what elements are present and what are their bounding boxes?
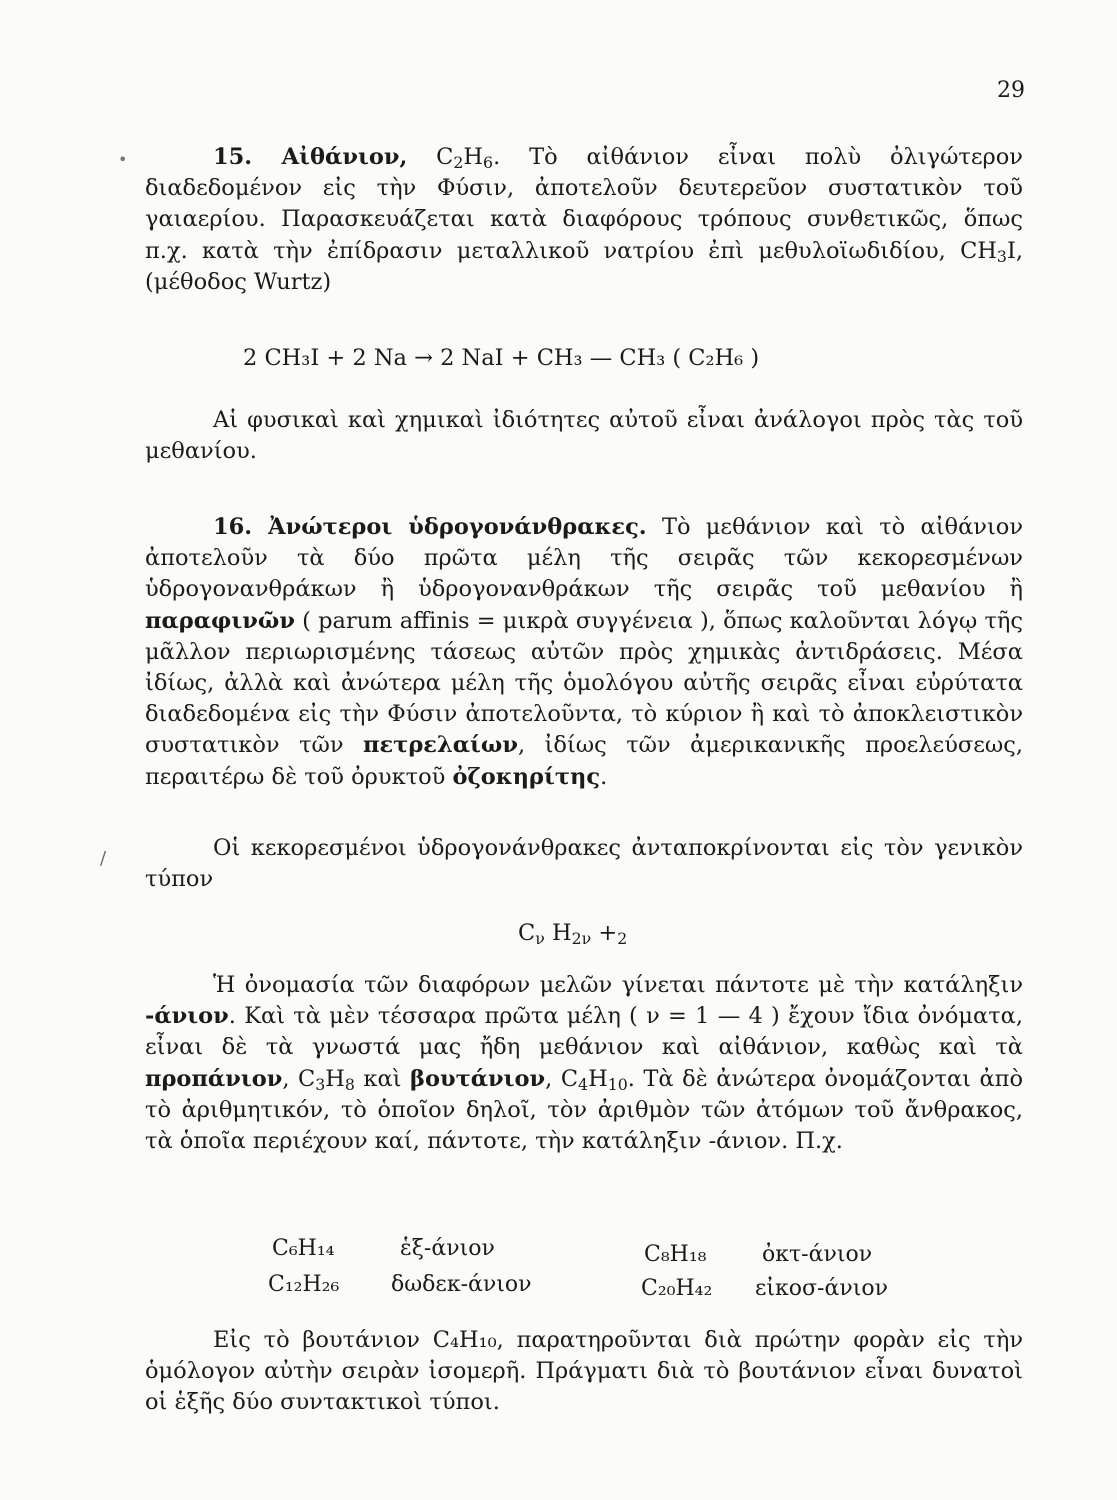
example-formula: C₈H₁₈ (644, 1242, 707, 1267)
example-name: ἑξ-άνιον (400, 1236, 495, 1261)
wurtz-equation: 2 CH₃I + 2 Na → 2 NaI + CH₃ — CH₃ ( C₂H₆ ) (243, 345, 760, 371)
term-petroleum: πετρελαίων (363, 732, 518, 759)
section-16-paragraph-3: Ἡ ὀνομασία τῶν διαφόρων μελῶν γίνεται πάντοτε μὲ τὴν κατάληξιν -άνιον. Καὶ τὰ μὲν τέσσαρα πρῶτα μέλη ( ν = 1 — 4 ) ἔχουν ἴδια ὀνόματα, εἶναι δὲ τὰ γνωστά μας ἤδη μεθάνιον καὶ αἰθάνιον, καθὼς καὶ τὰ προπάνιον, $C_3H_8$ καὶ βουτάνιον, $C_4H_{10}$. Τὰ δὲ ἀνώτερα ὀνομάζονται ἀπὸ τὸ ἀριθμητικόν, τὸ ὁποῖον δηλοῖ, τὸν ἀριθμὸν τῶν ἀτόμων τοῦ ἄνθρακος, τὰ ὁποῖα περιέχουν καί, πάντοτε, τὴν κατάληξιν -άνιον. Π.χ. (145, 972, 1023, 1155)
term-paraffins: παραφινῶν (145, 607, 295, 634)
example-formula: C₆H₁₄ (272, 1236, 335, 1261)
term-propane: προπάνιον (145, 1065, 283, 1092)
margin-tick: / (100, 848, 107, 869)
section-16-paragraph-4: Εἰς τὸ βουτάνιον C₄H₁₀, παρατηροῦνται διὰ πρώτην φορὰν εἰς τὴν ὁμόλογον αὐτὴν σειρὰν ἰσομερῆ. Πράγματι διὰ τὸ βουτάνιον εἶναι δυνατοὶ οἱ ἑξῆς δύο συντακτικοὶ τύποι. (145, 1327, 1023, 1416)
butane-formula: $C_4H_{10}$. (560, 1065, 635, 1094)
term-suffix: -άνιον (145, 1003, 229, 1030)
methyl-iodide-formula: $CH_3I$, (960, 237, 1023, 266)
section-15-intro: 15. Αἰθάνιον, $C_2H_6$. Τὸ αἰθάνιον εἶναι πολὺ ὀλιγώτερον διαδεδομένον εἰς τὴν Φύσιν, ἀποτελοῦν δευτερεῦον συστατικὸν τοῦ γαιαερίου. Παρασκευάζεται κατὰ διαφόρους τρόπους συνθετικῶς, ὅπως π.χ. κατὰ τὴν ἐπίδρασιν μεταλλικοῦ νατρίου ἐπὶ μεθυλοϊωδιδίου, $CH_3I$, (μέθοδος Wurtz) (145, 144, 1023, 295)
example-name: εἰκοσ-άνιον (755, 1276, 888, 1301)
example-name: ὀκτ-άνιον (762, 1242, 873, 1267)
section-16-paragraph-2: Οἱ κεκορεσμένοι ὑδρογονάνθρακες ἀνταποκρίνονται εἰς τὸν γενικὸν τύπον (145, 835, 1023, 893)
example-formula: C₁₂H₂₆ (268, 1272, 340, 1297)
section-16-heading: 16. Ἀνώτεροι ὑδρογονάνθρακες. (213, 514, 647, 540)
section-15-properties: Αἱ φυσικαὶ καὶ χημικαὶ ἰδιότητες αὐτοῦ εἶναι ἀνάλογοι πρὸς τὰς τοῦ μεθανίου. (145, 407, 1023, 465)
section-15-heading: 15. Αἰθάνιον, (213, 144, 408, 170)
propane-formula: $C_3H_8$ (298, 1065, 355, 1094)
term-ozokerite: ὀζοκηρίτης (452, 763, 601, 790)
example-name: δωδεκ-άνιον (391, 1272, 532, 1297)
margin-bullet: • (118, 150, 128, 169)
section-16-paragraph-1: 16. Ἀνώτεροι ὑδρογονάνθρακες. Τὸ μεθάνιον καὶ τὸ αἰθάνιον ἀποτελοῦν τὰ δύο πρῶτα μέλη τῆς σειρᾶς τῶν κεκορεσμένων ὑδρογονανθράκων ἢ ὑδρογονανθράκων τῆς σειρᾶς τοῦ μεθανίου ἢ παραφινῶν ( parum affinis = μικρὰ συγγένεια ), ὅπως καλοῦνται λόγῳ τῆς μᾶλλον περιωρισμένης τάσεως αὐτῶν πρὸς χημικὰς ἀντιδράσεις. Μέσα ἰδίως, ἀλλὰ καὶ ἀνώτερα μέλη τῆς ὁμολόγου αὐτῆς σειρᾶς εἶναι εὐρύτατα διαδεδομένα εἰς τὴν Φύσιν ἀποτελοῦντα, τὸ κύριον ἢ καὶ τὸ ἀποκλειστικὸν συστατικὸν τῶν πετρελαίων, ἰδίως τῶν ἀμερικανικῆς προελεύσεως, περαιτέρω δὲ τοῦ ὀρυκτοῦ ὀζοκηρίτης. (145, 514, 1024, 790)
ethane-formula: $C_2H_6$. (436, 144, 501, 172)
page-number: 29 (997, 78, 1025, 103)
general-formula: $C_\nu$ $H_{2\nu} +_2$ (518, 920, 628, 948)
term-butane: βουτάνιον (410, 1065, 546, 1092)
example-formula: C₂₀H₄₂ (641, 1276, 713, 1301)
